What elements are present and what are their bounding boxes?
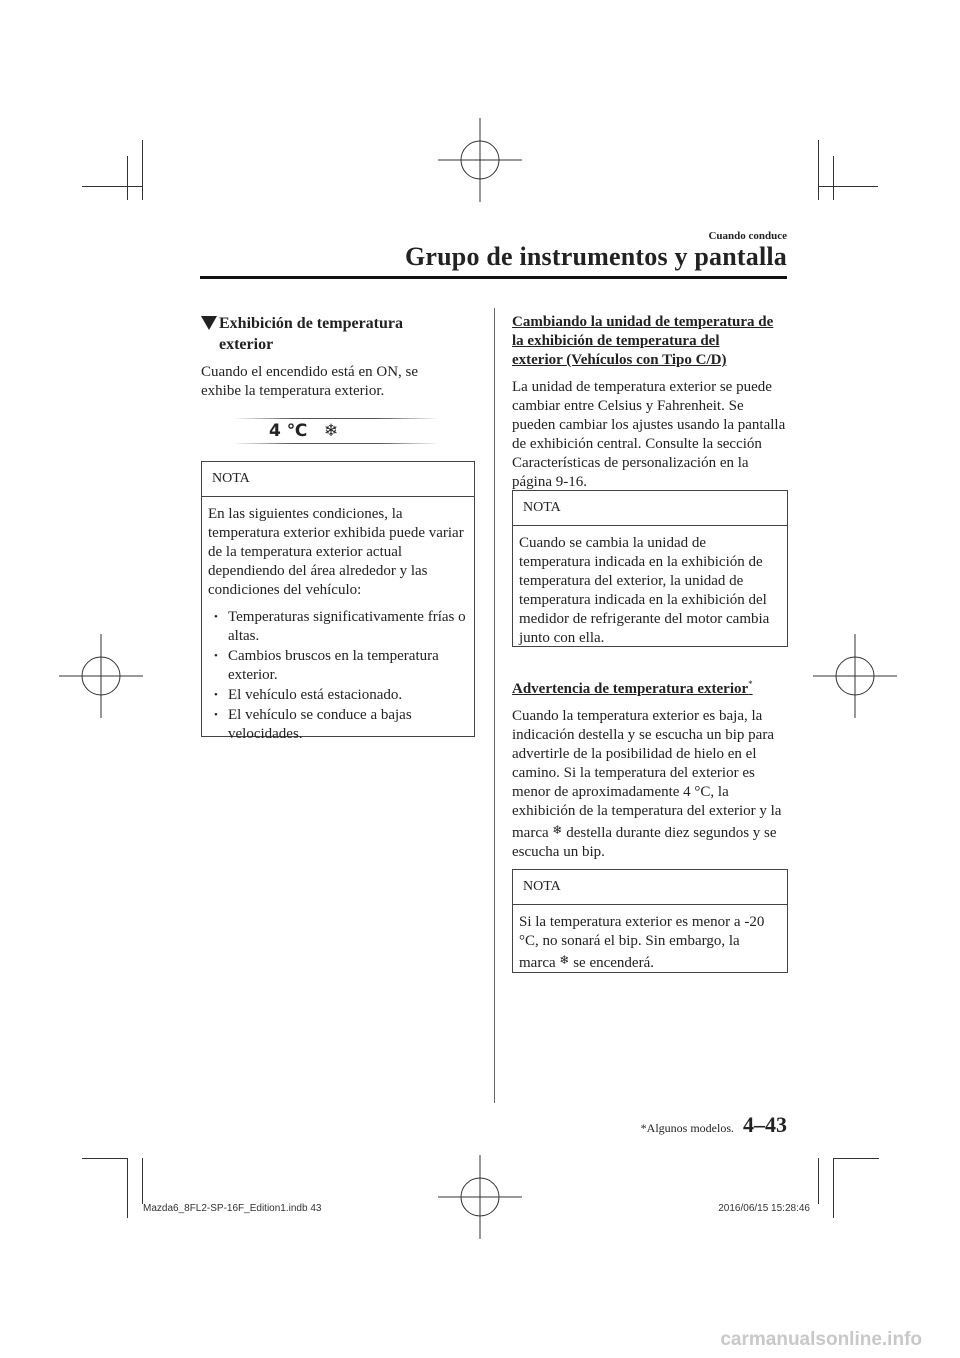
note-body [202, 497, 474, 753]
list-item: • El vehículo se conduce a bajas velocidades. [208, 706, 466, 744]
section-heading [201, 313, 473, 355]
display-frame-line [233, 418, 439, 419]
crop-mark [818, 1158, 819, 1204]
crop-mark [142, 1158, 143, 1204]
note-text-1: Si la temperatura exterior es menor a -20 °C, no sonará el bip. Sin embargo, la marca [519, 914, 765, 971]
watermark: carmanualsonline.info [720, 1329, 922, 1350]
temperature-display-illustration [233, 413, 439, 447]
registration-mark [438, 1155, 522, 1239]
note-label: NOTA [202, 462, 474, 497]
left-column [201, 313, 473, 401]
crop-mark [833, 1158, 834, 1218]
crop-mark [833, 1158, 879, 1159]
change-unit-heading: Cambiando la unidad de temperatura de la exhibición de temperatura del exterior (Vehículos con Tipo C/D) [512, 314, 774, 368]
crop-mark [82, 186, 142, 187]
note-box [512, 490, 788, 647]
crop-mark [82, 1158, 128, 1159]
crop-mark [818, 186, 878, 187]
crop-mark [127, 156, 128, 200]
registration-mark [59, 634, 143, 718]
list-item: • Cambios bruscos en la temperatura exterior. [208, 647, 466, 685]
warning-heading-text: Advertencia de temperatura exterior [512, 681, 749, 697]
snowflake-icon: ❄ [552, 823, 563, 837]
column-divider [494, 308, 495, 1103]
list-item: • Temperaturas significativamente frías o altas. [208, 608, 466, 646]
triangle-bullet-icon [201, 316, 217, 330]
display-frame-line [233, 443, 439, 444]
note-bullet-list [208, 608, 466, 744]
some-models-marker: * [748, 679, 753, 689]
right-column [512, 313, 787, 492]
list-item: • El vehículo está estacionado. [208, 686, 466, 705]
warning-heading [512, 675, 787, 699]
warning-text-1: Cuando la temperatura exterior es baja, la indicación destella y se escucha un bip para advertirle de la posibilidad de hielo en el camino. Si la temperatura del exterior es menor de aproximadamente 4 °C, la exhibición de la temperatura del exterior y la marca [512, 708, 782, 841]
note-label: NOTA [513, 870, 787, 905]
change-unit-text: La unidad de temperatura exterior se puede cambiar entre Celsius y Fahrenheit. Se pueden cambiar los ajustes usando la pantalla de exhibición central. Consulte la sección Características de personalización en la página 9-16. [512, 379, 786, 490]
page-number: 4–43 [743, 1112, 787, 1137]
section-heading-text: Exhibición de temperatura exterior [219, 315, 403, 353]
snowflake-icon: ❄ [559, 953, 570, 967]
page-title: Grupo de instrumentos y pantalla [404, 242, 787, 271]
note-text: En las siguientes condiciones, la temperatura exterior exhibida puede variar de la temperatura exterior actual dependiendo del área alrededor y las condiciones del vehículo: [208, 506, 464, 598]
crop-mark [833, 156, 834, 200]
warning-text-2: destella durante diez segundos y se escucha un bip. [512, 825, 777, 860]
registration-mark [813, 634, 897, 718]
footnote: *Algunos modelos. [640, 1121, 734, 1135]
intro-text: Cuando el encendido está en ON, se exhibe la temperatura exterior. [201, 364, 419, 399]
snowflake-icon: ❄ [324, 421, 339, 441]
display-temperature: 4 ℃ [269, 421, 308, 441]
note-text: Cuando se cambia la unidad de temperatura indicada en la exhibición de temperatura del exterior, la unidad de temperatura indicada en la exhibición del medidor de refrigerante del motor cambia junto con ella. [519, 535, 770, 646]
print-file-info: Mazda6_8FL2-SP-16F_Edition1.indb 43 [143, 1203, 322, 1214]
note-box [201, 461, 475, 742]
print-timestamp: 2016/06/15 15:28:46 [718, 1203, 810, 1214]
note-text-2: se encenderá. [573, 955, 654, 971]
warning-section [512, 675, 787, 862]
section-label: Cuando conduce [708, 230, 787, 242]
crop-mark [818, 140, 819, 200]
registration-mark [438, 118, 522, 202]
note-label: NOTA [513, 491, 787, 526]
crop-mark [142, 140, 143, 200]
note-box [512, 869, 788, 973]
crop-mark [127, 1158, 128, 1218]
warning-text [512, 707, 787, 862]
header-rule [200, 276, 787, 279]
note-text [513, 905, 787, 981]
